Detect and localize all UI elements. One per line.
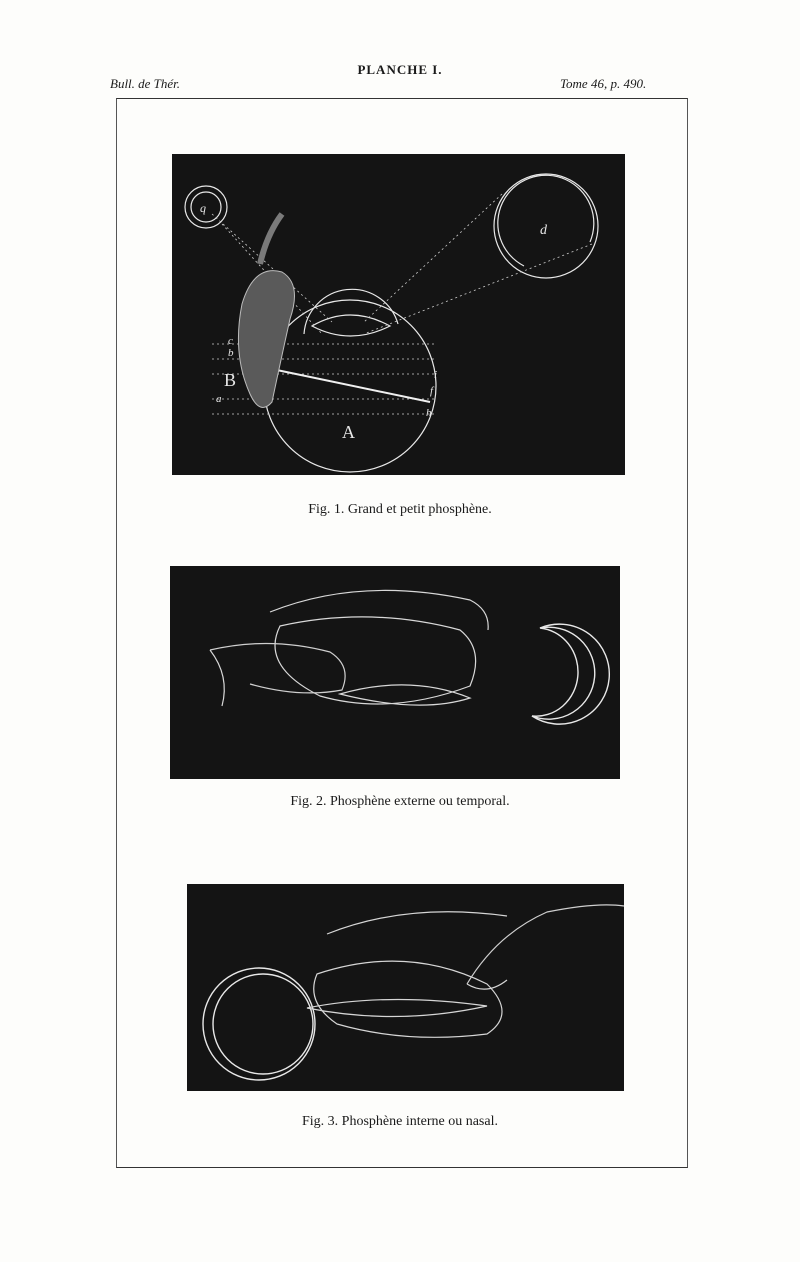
temporal-phosphene-crescent: [532, 627, 595, 719]
nasal-phosphene-inner: [213, 974, 313, 1074]
label-B: B: [224, 370, 237, 390]
label-i: i: [434, 369, 438, 381]
figure-3-caption: Fig. 3. Phosphène interne ou nasal.: [302, 1114, 498, 1129]
label-f: f: [430, 385, 434, 397]
closed-eyelid: [275, 617, 476, 704]
eye-lid-shape: [312, 315, 390, 336]
pressing-finger: [210, 643, 345, 692]
figure-1-caption: Fig. 1. Grand et petit phosphène.: [308, 502, 492, 517]
header-left: Bull. de Thér.: [110, 76, 181, 91]
header-right: Tome 46, p. 490.: [560, 76, 647, 91]
label-b: b: [228, 347, 234, 359]
eye-slit: [307, 999, 487, 1016]
figure-3-image: [187, 884, 624, 1091]
label-c: c: [228, 335, 233, 347]
eyebrow: [327, 912, 507, 934]
plate-title: PLANCHE I.: [357, 62, 443, 77]
eyebrow: [270, 590, 488, 630]
label-d: d: [540, 223, 547, 238]
figure-1-image: [172, 154, 625, 475]
pressing-finger: [467, 905, 624, 984]
figure-2-caption: Fig. 2. Phosphène externe ou temporal.: [290, 794, 510, 809]
nasal-phosphene-outer: [203, 968, 315, 1080]
label-a: a: [216, 393, 222, 405]
label-q: q: [200, 201, 206, 215]
label-A: A: [342, 422, 355, 442]
figure-1-illustration: [172, 154, 625, 475]
figure-2-illustration: [170, 566, 620, 779]
figure-2-image: [170, 566, 620, 779]
figure-3-illustration: [187, 884, 624, 1091]
pressing-finger: [238, 271, 294, 408]
label-h: h: [426, 407, 432, 419]
